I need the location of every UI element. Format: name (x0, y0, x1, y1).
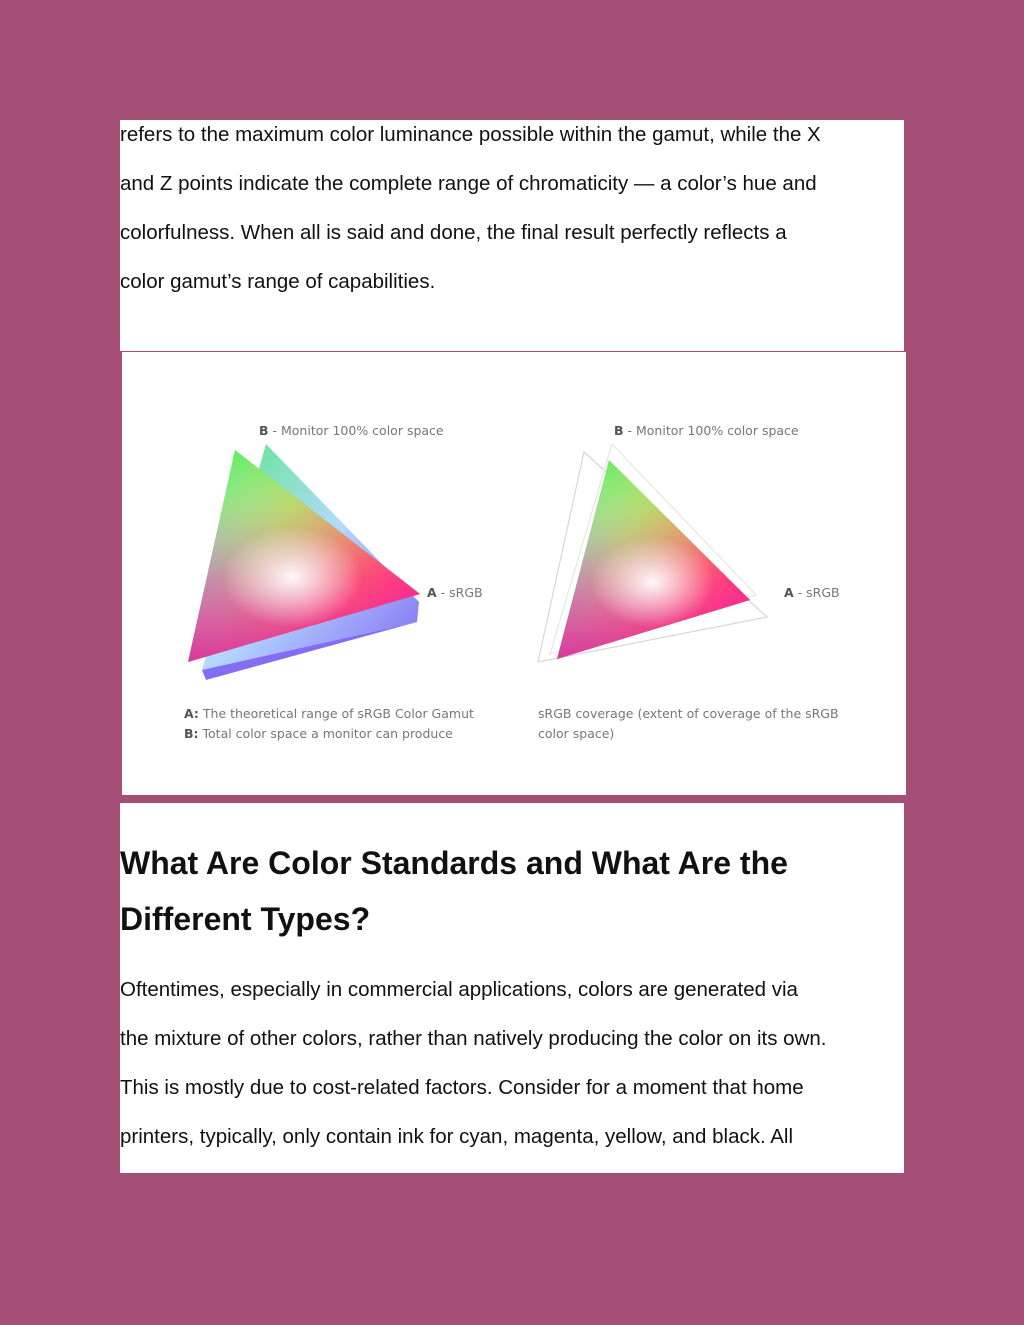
top-paragraph (120, 110, 821, 306)
label-text: - sRGB (436, 585, 483, 600)
heading-line: What Are Color Standards and What Are the (120, 845, 788, 881)
section-heading (120, 835, 788, 947)
heading-line: Different Types? (120, 901, 371, 937)
label-text: - Monitor 100% color space (623, 423, 799, 438)
text-line: This is mostly due to cost-related factors. Consider for a moment that home (120, 1076, 804, 1099)
text-line: the mixture of other colors, rather than natively producing the color on its own. (120, 1027, 827, 1050)
text-line: refers to the maximum color luminance possible within the gamut, while the X (120, 123, 821, 146)
label-text: - Monitor 100% color space (268, 423, 444, 438)
right-gamut-diagram (538, 423, 840, 741)
section-paragraph (120, 965, 826, 1161)
gamut-diagram (122, 352, 906, 795)
caption-key: A: (184, 706, 199, 721)
label-key: B (259, 423, 269, 438)
text-line: colorfulness. When all is said and done, the final result perfectly reflects a (120, 221, 787, 244)
right-label-b (614, 423, 799, 438)
left-caption-line-1 (184, 706, 474, 721)
section-card (120, 803, 904, 1173)
label-text: - sRGB (793, 585, 840, 600)
left-label-a (427, 585, 483, 600)
left-gamut-diagram (184, 423, 483, 741)
caption-text: Total color space a monitor can produce (198, 726, 453, 741)
left-label-b (259, 423, 444, 438)
gamut-figure (122, 352, 906, 795)
caption-text: The theoretical range of sRGB Color Gamut (198, 706, 474, 721)
left-caption-line-2 (184, 726, 453, 741)
right-label-a (784, 585, 840, 600)
text-line: Oftentimes, especially in commercial applications, colors are generated via (120, 978, 798, 1001)
right-caption-line-1: sRGB coverage (extent of coverage of the sRGB (538, 706, 839, 721)
right-caption-line-2: color space) (538, 726, 615, 741)
top-text-card (120, 120, 904, 351)
label-key: A (427, 585, 437, 600)
text-line: and Z points indicate the complete range of chromaticity — a color’s hue and (120, 172, 817, 195)
text-line: printers, typically, only contain ink for cyan, magenta, yellow, and black. All (120, 1125, 794, 1148)
label-key: B (614, 423, 624, 438)
text-line: color gamut’s range of capabilities. (120, 270, 436, 293)
label-key: A (784, 585, 794, 600)
caption-key: B: (184, 726, 199, 741)
